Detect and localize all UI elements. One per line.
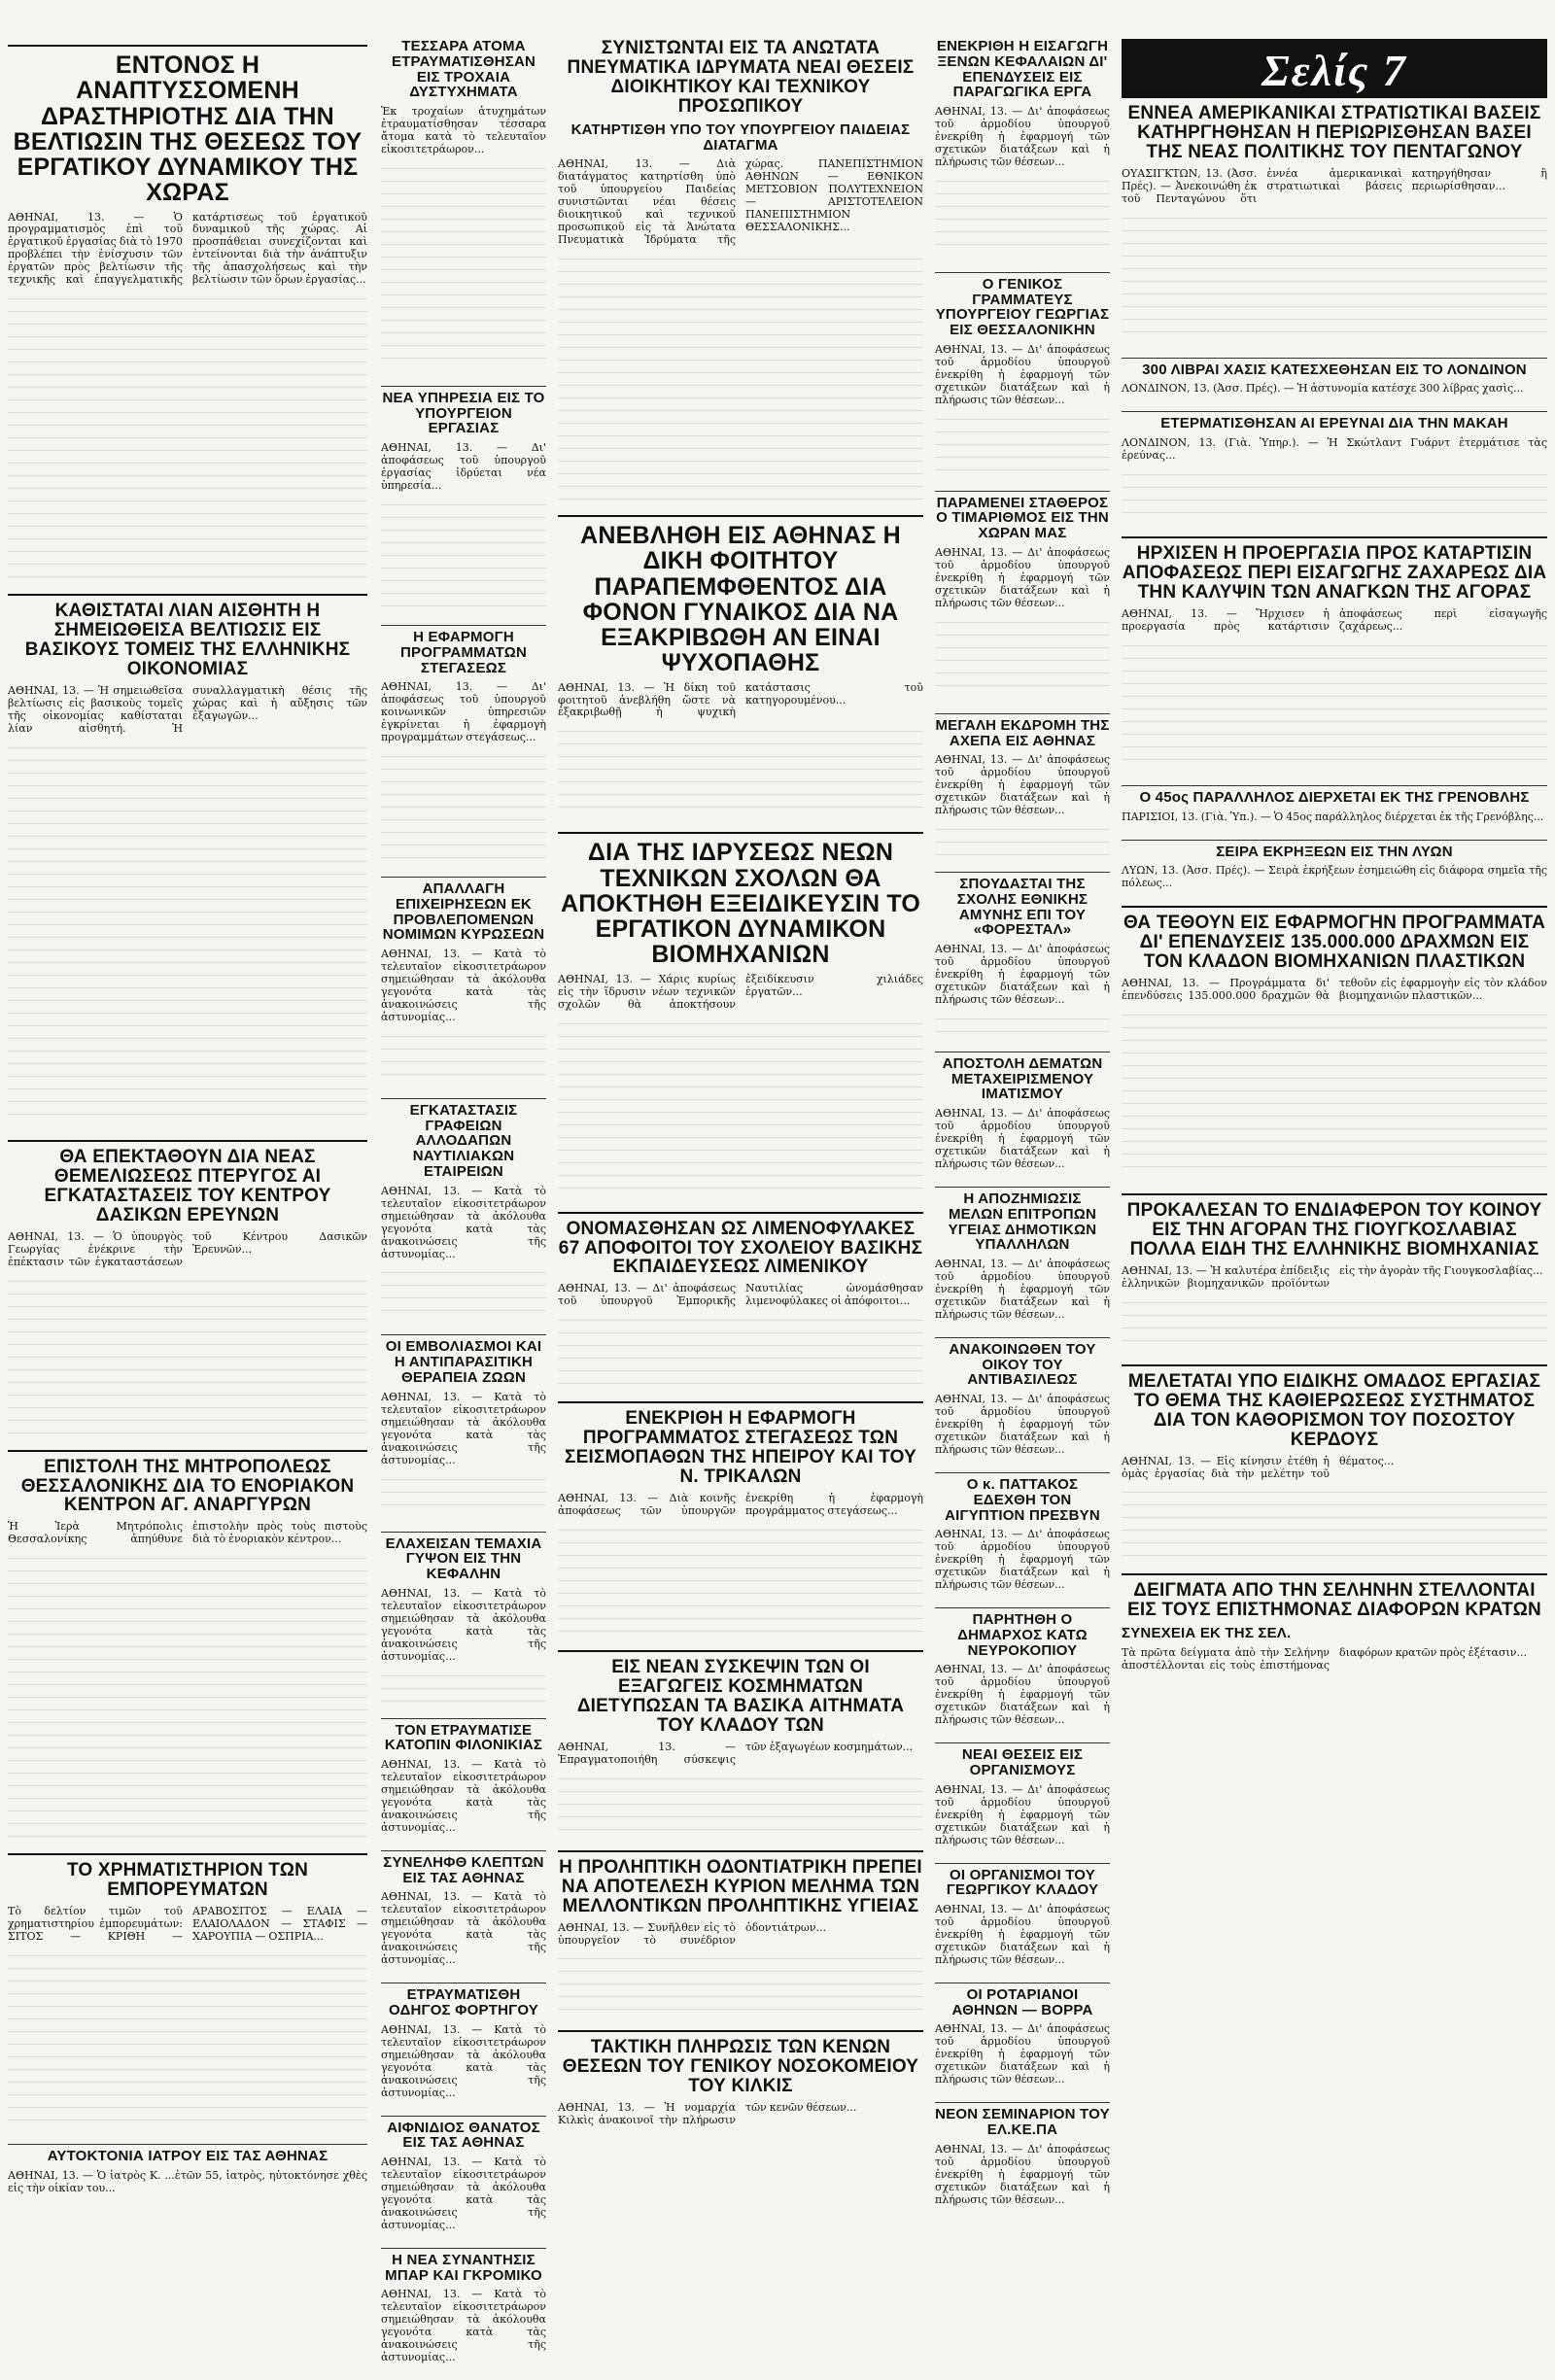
divider (381, 1850, 546, 1851)
divider (381, 1334, 546, 1335)
divider (935, 1742, 1110, 1743)
headline: ΤΕΣΣΑΡΑ ΑΤΟΜΑ ΕΤΡΑΥΜΑΤΙΣΘΗΣΑΝ ΕΙΣ ΤΡΟΧΑΙΑ ΔΥΣΤΥΧΗΜΑΤΑ (391, 38, 536, 101)
text-lines (381, 1664, 546, 1703)
headline: ΑΙΦΝΙΔΙΟΣ ΘΑΝΑΤΟΣ ΕΙΣ ΤΑΣ ΑΘΗΝΑΣ (387, 2119, 540, 2152)
headline: ΟΙ ΡΟΤΑΡΙΑΝΟΙ ΑΘΗΝΩΝ — ΒΟΡΡΑ (951, 1985, 1093, 2018)
article (935, 1742, 1110, 1846)
article-body: Ἡ Ἱερὰ Μητρόπολις Θεσσαλονίκης ἀπηύθυνε ἐπιστολὴν πρὸς τοὺς πιστοὺς διὰ τὸ ἐνοριακὸν κέντρον... (8, 1520, 367, 1546)
article-body: ΑΘΗΝΑΙ, 13. — Δι' ἀποφάσεως τοῦ ἁρμοδίου ὑπουργοῦ ἐνεκρίθη ἡ ἐφαρμογή τῶν σχετικῶν διατάξεων καὶ ἡ πλήρωσις τῶν θέσεων... (935, 105, 1110, 168)
divider (1122, 358, 1547, 359)
headline: ΕΝΕΚΡΙΘΗ Η ΕΦΑΡΜΟΓΗ ΠΡΟΓΡΑΜΜΑΤΟΣ ΣΤΕΓΑΣΕΩΣ ΤΩΝ ΣΕΙΣΜΟΠΑΘΩΝ ΤΗΣ ΗΠΕΙΡΟΥ ΚΑΙ ΤΟΥ Ν. ΤΡΙΚΑΛΩΝ (565, 1408, 916, 1488)
article-body: ΑΘΗΝΑΙ, 13. — Κατὰ τὸ τελευταῖον εἰκοσιτετράωρον σημειώθησαν τὰ ἀκόλουθα γεγονότα κατὰ τὰς ἀνακοινώσεις τῆς ἀστυνομίας... (381, 1390, 546, 1466)
headline: ΕΙΣ ΝΕΑΝ ΣΥΣΚΕΨΙΝ ΤΩΝ ΟΙ ΕΞΑΓΩΓΕΙΣ ΚΟΣΜΗΜΑΤΩΝ ΔΙΕΤΥΠΩΣΑΝ ΤΑ ΒΑΣΙΚΑ ΑΙΤΗΜΑΤΑ ΤΟΥ ΚΛΑΔΟΥ ΤΩΝ (576, 1657, 905, 1736)
article (935, 39, 1110, 257)
text-lines (8, 287, 367, 578)
article-body: ΑΘΗΝΑΙ, 13. — Ἡ καλυτέρα ἐπίδειξις ἑλληνικῶν βιομηχανικῶν προϊόντων εἰς τὴν ἀγορὰν τῆς Γιουγκοσλαβίας... (1122, 1263, 1543, 1290)
headline: ΠΑΡΗΤΗΘΗ Ο ΔΗΜΑΡΧΟΣ ΚΑΤΩ ΝΕΥΡΟΚΟΠΙΟΥ (957, 1611, 1088, 1659)
text-lines (558, 1518, 923, 1635)
subheadline: ΣΥΝΕΧΕΙΑ ΕΚ ΤΗΣ ΣΕΛ. (1122, 1625, 1292, 1642)
text-lines (1122, 1480, 1547, 1558)
article-body: ΑΘΗΝΑΙ, 13. — Δι' ἀποφάσεως τοῦ ἁρμοδίου ὑπουργοῦ ἐνεκρίθη ἡ ἐφαρμογή τῶν σχετικῶν διατάξεων καὶ ἡ πλήρωσις τῶν θέσεων... (935, 1782, 1110, 1846)
article (935, 713, 1110, 856)
article-body: ΑΘΗΝΑΙ, 13. — Κατὰ τὸ τελευταῖον εἰκοσιτετράωρον σημειώθησαν τὰ ἀκόλουθα γεγονότα κατὰ τὰς ἀνακοινώσεις τῆς ἀστυνομίας... (381, 2156, 546, 2231)
divider (935, 272, 1110, 273)
article-body: Τὸ δελτίον τιμῶν τοῦ χρηματιστηρίου ἐμπορευμάτων: ΣΙΤΟΣ — ΚΡΙΘΗ — ΑΡΑΒΟΣΙΤΟΣ — ΕΛΑΙΑ — ΕΛΑΙΟΛΑΔΟΝ — ΣΤΑΦΙΣ — ΧΑΡΟΥΠΙΑ — ΟΣΠΡΙΑ... (8, 1905, 367, 1944)
article (935, 1052, 1110, 1171)
divider (558, 1212, 923, 1214)
article-body: ΑΘΗΝΑΙ, 13. — Δι' ἀποφάσεως τοῦ ἁρμοδίου ὑπουργοῦ ἐνεκρίθη ἡ ἐφαρμογή τῶν σχετικῶν διατάξεων καὶ ἡ πλήρωσις τῶν θέσεων... (935, 2022, 1110, 2087)
column-4 (935, 39, 1110, 2223)
headline: ΜΕΛΕΤΑΤΑΙ ΥΠΟ ΕΙΔΙΚΗΣ ΟΜΑΔΟΣ ΕΡΓΑΣΙΑΣ ΤΟ ΘΕΜΑ ΤΗΣ ΚΑΘΙΕΡΩΣΕΩΣ ΣΥΣΤΗΜΑΤΟΣ ΔΙΑ ΤΟΝ ΚΑΘΟΡΙΣΜΟΝ ΤΟΥ ΠΟΣΟΣΤΟΥ ΚΕΡΔΟΥΣ (1127, 1370, 1541, 1450)
headline: ΕΝΕΚΡΙΘΗ Η ΕΙΣΑΓΩΓΗ ΞΕΝΩΝ ΚΕΦΑΛΑΙΩΝ ΔΙ' ΕΠΕΝΔΥΣΕΙΣ ΕΙΣ ΠΑΡΑΓΩΓΙΚΑ ΕΡΓΑ (936, 38, 1109, 101)
text-lines (558, 1012, 923, 1196)
headline: ΔΙΑ ΤΗΣ ΙΔΡΥΣΕΩΣ ΝΕΩΝ ΤΕΧΝΙΚΩΝ ΣΧΟΛΩΝ ΘΑ ΑΠΟΚΤΗΘΗ ΕΞΕΙΔΙΚΕΥΣΙΝ ΤΟ ΕΡΓΑΤΙΚΟΝ ΔΥΝΑΜΙΚΟΝ ΒΙΟΜΗΧΑΝΙΩΝ (560, 839, 921, 969)
divider (8, 1853, 367, 1855)
text-lines (935, 817, 1110, 856)
headline: Ο κ. ΠΑΤΤΑΚΟΣ ΕΔΕΧΘΗ ΤΟΝ ΑΙΓΥΠΤΙΟΝ ΠΡΕΣΒΥΝ (945, 1476, 1100, 1524)
article-body: ΑΘΗΝΑΙ, 13. — Κατὰ τὸ τελευταῖον εἰκοσιτετράωρον σημειώθησαν τὰ ἀκόλουθα γεγονότα κατὰ τὰς ἀνακοινώσεις τῆς ἀστυνομίας... (381, 1890, 546, 1967)
article (558, 2030, 923, 2127)
divider (935, 1472, 1110, 1473)
article (558, 515, 923, 816)
article (558, 1212, 923, 1387)
text-lines (558, 1947, 923, 2015)
article (8, 45, 367, 578)
divider (1122, 785, 1547, 786)
text-lines (8, 736, 367, 1124)
article-body: ΑΘΗΝΑΙ, 13. — Κατὰ τὸ τελευταῖον εἰκοσιτετράωρον σημειώθησαν τὰ ἀκόλουθα γεγονότα κατὰ τὰς ἀνακοινώσεις τῆς ἀστυνομίας... (381, 2022, 546, 2099)
divider (935, 1607, 1110, 1608)
article-body: ΑΘΗΝΑΙ, 13. — Δι' ἀποφάσεως τοῦ ἁρμοδίου ὑπουργοῦ ἐνεκρίθη ἡ ἐφαρμογή τῶν σχετικῶν διατάξεων καὶ ἡ πλήρωσις τῶν θέσεων... (935, 1258, 1110, 1321)
article-body: ΑΘΗΝΑΙ, 13. — Ὁ προγραμματισμὸς ἐπὶ τοῦ ἐργατικοῦ ἐργασίας διὰ τὸ 1970 προβλέπει τὴν ἐνίσχυσιν τῶν ἐργατῶν πρὸς βελτίωσιν τῆς τεχνικῆς καὶ ἐπαγγελματικῆς κατάρτισεως τοῦ ἐργατικοῦ δυναμικοῦ τῆς χώρας. Αἱ προσπάθειαι συνεχίζονται καὶ ἐντείνονται διὰ τὴν ἀνάπτυξιν τῆς ἀπασχολήσεως καὶ τὴν βελτίωσιν τῶν ὅρων ἐργασίας... (8, 210, 367, 287)
divider (8, 1450, 367, 1452)
article (381, 2248, 546, 2364)
column-1 (8, 39, 367, 2211)
article-body: ΑΘΗΝΑΙ, 13. — Διὰ κοινῆς ἀποφάσεως τῶν ὑπουργῶν ἐνεκρίθη ἡ ἐφαρμογὴ προγράμματος στεγάσεως... (558, 1492, 923, 1518)
text-lines (8, 1944, 367, 2128)
text-lines (558, 1308, 923, 1386)
headline: ΕΤΕΡΜΑΤΙΣΘΗΣΑΝ ΑΙ ΕΡΕΥΝΑΙ ΔΙΑ ΤΗΝ ΜΑΚΑΗ (1160, 415, 1508, 432)
text-lines (381, 1260, 546, 1319)
article-body: ΠΑΡΙΣΙΟΙ, 13. (Γιὰ. Ὑπ.). — Ὁ 45ος παράλληλος διέρχεται ἐκ τῆς Γρενόβλης... (1122, 810, 1544, 823)
headline: ΠΑΡΑΜΕΝΕΙ ΣΤΑΘΕΡΟΣ Ο ΤΙΜΑΡΙΘΜΟΣ ΕΙΣ ΤΗΝ ΧΩΡΑΝ ΜΑΣ (936, 494, 1109, 542)
article-body: ΑΘΗΝΑΙ, 13. — Κατὰ τὸ τελευταῖον εἰκοσιτετράωρον σημειώθησαν τὰ ἀκόλουθα γεγονότα κατὰ τὰς ἀνακοινώσεις τῆς ἀστυνομίας... (381, 1758, 546, 1834)
headline: ΕΛΑΧΕΙΣΑΝ ΤΕΜΑΧΙΑ ΓΥΨΟΝ ΕΙΣ ΤΗΝ ΚΕΦΑΛΗΝ (385, 1535, 542, 1583)
article-body: ΑΘΗΝΑΙ, 13. — Εἰς κίνησιν ἐτέθη ἡ ὁμὰς ἐργασίας διὰ τὴν μελέτην τοῦ θέματος... (1122, 1454, 1395, 1480)
divider (935, 2102, 1110, 2103)
divider (1122, 536, 1547, 538)
headline: ΝΕΑΙ ΘΕΣΕΙΣ ΕΙΣ ΟΡΓΑΝΙΣΜΟΥΣ (961, 1746, 1084, 1778)
article-body: ΑΘΗΝΑΙ, 13. — Δι' ἀποφάσεως τοῦ ἁρμοδίου ὑπουργοῦ ἐνεκρίθη ἡ ἐφαρμογή τῶν σχετικῶν διατάξεων καὶ ἡ πλήρωσις τῶν θέσεων... (935, 1903, 1110, 1966)
headline: ΤΟ ΧΡΗΜΑΤΙΣΤΗΡΙΟΝ ΤΩΝ ΕΜΠΟΡΕΥΜΑΤΩΝ (66, 1860, 309, 1901)
article (558, 1850, 923, 2016)
article-body: ΑΘΗΝΑΙ, 13. — Δι' ἀποφάσεως τοῦ ὑπουργοῦ ἐργασίας ἱδρύεται νέα ὑπηρεσία... (381, 441, 546, 493)
headline: Η ΠΡΟΛΗΠΤΙΚΗ ΟΔΟΝΤΙΑΤΡΙΚΗ ΠΡΕΠΕΙ ΝΑ ΑΠΟΤΕΛΕΣΗ ΚΥΡΙΟΝ ΜΕΛΗΜΑ ΤΩΝ ΜΕΛΛΟΝΤΙΚΩΝ ΠΡΟΛΗΠΤΙΚΗΣ ΥΓΙΕΙΑΣ (559, 1856, 922, 1916)
article-body: ΑΘΗΝΑΙ, 13. — Δι' ἀποφάσεως τοῦ ἁρμοδίου ὑπουργοῦ ἐνεκρίθη ἡ ἐφαρμογή τῶν σχετικῶν διατάξεων καὶ ἡ πλήρωσις τῶν θέσεων... (935, 545, 1110, 609)
divider (935, 1863, 1110, 1864)
divider (558, 1401, 923, 1403)
article-body: ΑΘΗΝΑΙ, 13. — Διὰ διατάγματος κατηρτίσθη ὑπὸ τοῦ ὑπουργείου Παιδείας συνιστῶνται νέαι θέσεις διοικητικοῦ καὶ τεχνικοῦ προσωπικοῦ εἰς τὰ Ἀνώτατα Πνευματικὰ Ἱδρύματα τῆς χώρας. ΠΑΝΕΠΙΣΤΗΜΙΟΝ ΑΘΗΝΩΝ — ΕΘΝΙΚΟΝ ΜΕΤΣΟΒΙΟΝ ΠΟΛΥΤΕΧΝΕΙΟΝ — ΑΡΙΣΤΟΤΕΛΕΙΟΝ ΠΑΝΕΠΙΣΤΗΜΙΟΝ ΘΕΣΣΑΛΟΝΙΚΗΣ... (558, 157, 923, 247)
article (1122, 906, 1547, 1178)
article (558, 39, 923, 500)
headline: ΑΝΕΒΛΗΘΗ ΕΙΣ ΑΘΗΝΑΣ Η ΔΙΚΗ ΦΟΙΤΗΤΟΥ ΠΑΡΑΠΕΜΦΘΕΝΤΟΣ ΔΙΑ ΦΟΝΟΝ ΓΥΝΑΙΚΟΣ ΔΙΑ ΝΑ ΕΞΑΚΡΙΒΩΘΗ ΑΝ ΕΙΝΑΙ ΨΥΧΟΠΑΘΗΣ (580, 522, 901, 677)
divider (558, 1850, 923, 1852)
headline: ΑΠΟΣΤΟΛΗ ΔΕΜΑΤΩΝ ΜΕΤΑΧΕΙΡΙΣΜΕΝΟΥ ΙΜΑΤΙΣΜΟΥ (942, 1054, 1103, 1103)
headline: ΠΡΟΚΑΛΕΣΑΝ ΤΟ ΕΝΔΙΑΦΕΡΟΝ ΤΟΥ ΚΟΙΝΟΥ ΕΙΣ ΤΗΝ ΑΓΟΡΑΝ ΤΗΣ ΓΙΟΥΓΚΟΣΛΑΒΙΑΣ ΠΟΛΛΑ ΕΙΔΗ ΤΗΣ ΕΛΛΗΝΙΚΗΣ ΒΙΟΜΗΧΑΝΙΑΣ (1126, 1200, 1542, 1259)
page-number-logo: Σελίς 7 (1122, 39, 1547, 98)
text-lines (1122, 1291, 1547, 1349)
headline: ΘΑ ΤΕΘΟΥΝ ΕΙΣ ΕΦΑΡΜΟΓΗΝ ΠΡΟΓΡΑΜΜΑΤΑ ΔΙ' ΕΠΕΝΔΥΣΕΙΣ 135.000.000 ΔΡΑΧΜΩΝ ΕΙΣ ΤΟΝ ΚΛΑΔΟΝ ΒΙΟΜΗΧΑΝΙΩΝ ΠΛΑΣΤΙΚΩΝ (1123, 913, 1546, 973)
subheadline: ΚΑΤΗΡΤΙΣΘΗ ΥΠΟ ΤΟΥ ΥΠΟΥΡΓΕΙΟΥ ΠΑΙΔΕΙΑΣ ΔΙΑΤΑΓΜΑ (570, 121, 911, 154)
text-lines (935, 407, 1110, 475)
divider (381, 1718, 546, 1719)
article-body: ΛΟΝΔΙΝΟΝ, 13. (Γιὰ. Ὑπηρ.). — Ἡ Σκώτλαντ Γυάρντ ἐτερμάτισε τὰς ἐρεύνας... (1122, 436, 1547, 463)
article-body: ΑΘΗΝΑΙ, 13. — Δι' ἀποφάσεως τοῦ ἁρμοδίου ὑπουργοῦ ἐνεκρίθη ἡ ἐφαρμογή τῶν σχετικῶν διατάξεων καὶ ἡ πλήρωσις τῶν θέσεων... (935, 1107, 1110, 1171)
text-lines (8, 1546, 367, 1838)
article (381, 1983, 546, 2099)
headline: ΣΥΝΕΛΗΦΘ ΚΛΕΠΤΩΝ ΕΙΣ ΤΑΣ ΑΘΗΝΑΣ (383, 1853, 544, 1886)
headline: ΝΕΑ ΥΠΗΡΕΣΙΑ ΕΙΣ ΤΟ ΥΠΟΥΡΓΕΙΟΝ ΕΡΓΑΣΙΑΣ (382, 389, 545, 437)
divider (935, 1337, 1110, 1338)
article-body: ΑΘΗΝΑΙ, 13. — Κατὰ τὸ τελευταῖον εἰκοσιτετράωρον σημειώθησαν τὰ ἀκόλουθα γεγονότα κατὰ τὰς ἀνακοινώσεις τῆς ἀστυνομίας... (381, 1184, 546, 1260)
divider (381, 2248, 546, 2249)
headline: ΕΤΡΑΥΜΑΤΙΣΘΗ ΟΔΗΓΟΣ ΦΟΡΤΗΓΟΥ (389, 1986, 538, 2018)
divider (558, 515, 923, 517)
article-body: Τὰ πρῶτα δείγματα ἀπὸ τὴν Σελήνην ἀποστέλλονται εἰς τοὺς ἐπιστήμονας διαφόρων κρατῶν πρὸς ἐξέτασιν... (1122, 1646, 1527, 1673)
article (935, 1337, 1110, 1457)
article (935, 872, 1110, 1036)
article-body: ΑΘΗΝΑΙ, 13. — Ἐπραγματοποιήθη σύσκεψις τῶν ἐξαγωγέων κοσμημάτων... (558, 1740, 914, 1766)
article (1122, 785, 1547, 824)
headline: ΕΝΤΟΝΟΣ Η ΑΝΑΠΤΥΣΣΟΜΕΝΗ ΔΡΑΣΤΗΡΙΟΤΗΣ ΔΙΑ ΤΗΝ ΒΕΛΤΙΩΣΙΝ ΤΗΣ ΘΕΣΕΩΣ ΤΟΥ ΕΡΓΑΤΙΚΟΥ ΔΥΝΑΜΙΚΟΥ ΤΗΣ ΧΩΡΑΣ (13, 52, 363, 207)
divider (935, 872, 1110, 873)
divider (1122, 906, 1547, 908)
divider (381, 386, 546, 387)
headline: Η ΕΦΑΡΜΟΓΗ ΠΡΟΓΡΑΜΜΑΤΩΝ ΣΤΕΓΑΣΕΩΣ (400, 629, 527, 676)
text-lines (935, 169, 1110, 257)
text-lines (1122, 1003, 1547, 1178)
article (1122, 104, 1547, 342)
article (8, 594, 367, 1124)
headline: ΟΙ ΟΡΓΑΝΙΣΜΟΙ ΤΟΥ ΓΕΩΡΓΙΚΟΥ ΚΛΑΔΟΥ (946, 1866, 1099, 1899)
article (935, 1863, 1110, 1967)
article-body: ΑΘΗΝΑΙ, 13. — Ἡ δίκη τοῦ φοιτητοῦ ἀνεβλήθη ὥστε νὰ ἐξακριβωθῇ ἡ ψυχικὴ κατάστασις τοῦ κατηγορουμένου... (558, 680, 923, 719)
article-body: ΑΘΗΝΑΙ, 13. — Δι' ἀποφάσεως τοῦ ἁρμοδίου ὑπουργοῦ ἐνεκρίθη ἡ ἐφαρμογή τῶν σχετικῶν διατάξεων καὶ ἡ πλήρωσις τῶν θέσεων... (935, 342, 1110, 406)
headline: ΟΙ ΕΜΒΟΛΙΑΣΜΟΙ ΚΑΙ Η ΑΝΤΙΠΑΡΑΣΙΤΙΚΗ ΘΕΡΑΠΕΙΑ ΖΩΩΝ (385, 1338, 542, 1386)
headline: ΝΕΟΝ ΣΕΜΙΝΑΡΙΟΝ ΤΟΥ ΕΛ.ΚΕ.ΠΑ (935, 2106, 1110, 2138)
headline: ΕΝΝΕΑ ΑΜΕΡΙΚΑΝΙΚΑΙ ΣΤΡΑΤΙΩΤΙΚΑΙ ΒΑΣΕΙΣ ΚΑΤΗΡΓΗΘΗΣΑΝ Η ΠΕΡΙΩΡΙΣΘΗΣΑΝ ΒΑΣΕΙ ΤΗΣ ΝΕΑΣ ΠΟΛΙΤΙΚΗΣ ΤΟΥ ΠΕΝΤΑΓΩΝΟΥ (1127, 103, 1541, 162)
headline: ΑΥΤΟΚΤΟΝΙΑ ΙΑΤΡΟΥ ΕΙΣ ΤΑΣ ΑΘΗΝΑΣ (47, 2148, 328, 2165)
article-body: ΑΘΗΝΑΙ, 13. — Δι' ἀποφάσεως τοῦ ἁρμοδίου ὑπουργοῦ ἐνεκρίθη ἡ ἐφαρμογή τῶν σχετικῶν διατάξεων καὶ ἡ πλήρωσις τῶν θέσεων... (935, 1528, 1110, 1592)
text-lines (935, 1007, 1110, 1036)
article (381, 2116, 546, 2232)
article-body: ΑΘΗΝΑΙ, 13. — Δι' ἀποφάσεως τοῦ ὑπουργοῦ Ἐμπορικῆς Ναυτιλίας ὠνομάσθησαν λιμενοφύλακες οἱ ἀπόφοιτοι... (558, 1282, 923, 1308)
headline: ΣΠΟΥΔΑΣΤΑΙ ΤΗΣ ΣΧΟΛΗΣ ΕΘΝΙΚΗΣ ΑΜΥΝΗΣ ΕΠΙ ΤΟΥ «ΦΟΡΕΣΤΑΛ» (956, 876, 1088, 939)
text-lines (558, 1767, 923, 1835)
headline: ΣΕΙΡΑ ΕΚΡΗΞΕΩΝ ΕΙΣ ΤΗΝ ΛΥΩΝ (1216, 843, 1453, 860)
divider (558, 2030, 923, 2032)
text-lines (558, 719, 923, 816)
article-body: ΑΘΗΝΑΙ, 13. — Ὁ ἰατρὸς Κ. ...ἐτῶν 55, ἰατρὸς, ηὐτοκτόνησε χθὲς εἰς τὴν οἰκίαν του... (8, 2168, 367, 2194)
headline: ΕΓΚΑΤΑΣΤΑΣΙΣ ΓΡΑΦΕΙΩΝ ΑΛΛΟΔΑΠΩΝ ΝΑΥΤΙΛΙΑΚΩΝ ΕΤΑΙΡΕΙΩΝ (409, 1101, 518, 1180)
article (8, 1140, 367, 1434)
article-body: ΑΘΗΝΑΙ, 13. — Ὁ ὑπουργὸς Γεωργίας ἐνέκρινε τὴν ἐπέκτασιν τῶν ἐγκαταστάσεων τοῦ Κέντρου Δασικῶν Ἐρευνῶν... (8, 1229, 367, 1268)
divider (1122, 411, 1547, 412)
article (1122, 536, 1547, 770)
text-lines (8, 1269, 367, 1434)
text-lines (381, 493, 546, 609)
article-body: ΟΥΑΣΙΓΚΤΩΝ, 13. (Ἀσσ. Πρές). — Ἀνεκοινώθη ἐκ τοῦ Πενταγώνου ὅτι ἐννέα ἀμερικανικαὶ στρατιωτικαὶ βάσεις κατηργήθησαν ἢ περιωρίσθησαν... (1122, 166, 1547, 205)
article (935, 1187, 1110, 1322)
article-body: Ἐκ τροχαίων ἀτυχημάτων ἐτραυματίσθησαν τέσσαρα ἄτομα κατὰ τὸ τελευταῖον εἰκοσιτετράωρον... (381, 105, 546, 155)
headline: ΑΝΑΚΟΙΝΩΘΕΝ ΤΟΥ ΟΙΚΟΥ ΤΟΥ ΑΝΤΙΒΑΣΙΛΕΩΣ (949, 1340, 1096, 1389)
headline: Η ΝΕΑ ΣΥΝΑΝΤΗΣΙΣ ΜΠΑΡ ΚΑΙ ΓΚΡΟΜΙΚΟ (385, 2251, 542, 2284)
article-body: ΑΘΗΝΑΙ, 13. — Ἤρχισεν ἡ προεργασία πρὸς κατάρτισιν ἀποφάσεως περὶ εἰσαγωγῆς ζαχάρεως... (1122, 606, 1547, 633)
divider (381, 1098, 546, 1099)
article (935, 1472, 1110, 1592)
article (8, 2144, 367, 2195)
article-body: ΑΘΗΝΑΙ, 13. — Προγράμματα δι' ἐπενδύσεις 135.000.000 δραχμῶν θὰ τεθοῦν εἰς ἐφαρμογὴν εἰς τὸν κλάδον βιομηχανιῶν πλαστικῶν... (1122, 977, 1547, 1003)
column-5 (1122, 39, 1547, 1688)
text-lines (558, 247, 923, 500)
divider (8, 1140, 367, 1142)
article (381, 1532, 546, 1703)
headline: ΔΕΙΓΜΑΤΑ ΑΠΟ ΤΗΝ ΣΕΛΗΝΗΝ ΣΤΕΛΛΟΝΤΑΙ ΕΙΣ ΤΟΥΣ ΕΠΙΣΤΗΜΟΝΑΣ ΔΙΑΦΟΡΩΝ ΚΡΑΤΩΝ (1127, 1580, 1541, 1621)
article (381, 1098, 546, 1320)
article (8, 1450, 367, 1839)
article (1122, 411, 1547, 521)
column-3 (558, 39, 923, 2143)
article-body: ΑΘΗΝΑΙ, 13. — Συνῆλθεν εἰς τὸ ὑπουργεῖον τὸ συνέδριον ὀδοντιάτρων... (558, 1920, 827, 1947)
text-lines (381, 1467, 546, 1516)
headline: ΕΠΙΣΤΟΛΗ ΤΗΣ ΜΗΤΡΟΠΟΛΕΩΣ ΘΕΣΣΑΛΟΝΙΚΗΣ ΔΙΑ ΤΟ ΕΝΟΡΙΑΚΟΝ ΚΕΝΤΡΟΝ ΑΓ. ΑΝΑΡΓΥΡΩΝ (20, 1456, 355, 1516)
headline: Ο 45ος ΠΑΡΑΛΛΗΛΟΣ ΔΙΕΡΧΕΤΑΙ ΕΚ ΤΗΣ ΓΡΕΝΟΒΛΗΣ (1139, 788, 1530, 806)
text-lines (1122, 634, 1547, 770)
text-lines (381, 744, 546, 861)
text-lines (1122, 463, 1547, 521)
divider (935, 713, 1110, 714)
divider (935, 1187, 1110, 1188)
column-2 (381, 39, 546, 2380)
article-body: ΑΘΗΝΑΙ, 13. — Κατὰ τὸ τελευταῖον εἰκοσιτετράωρον σημειώθησαν τὰ ἀκόλουθα γεγονότα κατὰ τὰς ἀνακοινώσεις τῆς ἀστυνομίας... (381, 948, 546, 1023)
divider (8, 2144, 367, 2145)
article (381, 1718, 546, 1835)
divider (1122, 840, 1547, 841)
article (935, 272, 1110, 475)
headline: ΤΑΚΤΙΚΗ ΠΛΗΡΩΣΙΣ ΤΩΝ ΚΕΝΩΝ ΘΕΣΕΩΝ ΤΟΥ ΓΕΝΙΚΟΥ ΝΟΣΟΚΟΜΕΙΟΥ ΤΟΥ ΚΙΛΚΙΣ (562, 2037, 919, 2097)
divider (381, 1532, 546, 1533)
article-body: ΑΘΗΝΑΙ, 13. — Δι' ἀποφάσεως τοῦ ὑπουργοῦ κοινωνικῶν ὑπηρεσιῶν ἐγκρίνεται ἡ ἐφαρμογὴ προγραμμάτων στεγάσεως... (381, 680, 546, 744)
article-body: ΑΘΗΝΑΙ, 13. — Κατὰ τὸ τελευταῖον εἰκοσιτετράωρον σημειώθησαν τὰ ἀκόλουθα γεγονότα κατὰ τὰς ἀνακοινώσεις τῆς ἀστυνομίας... (381, 2288, 546, 2364)
divider (8, 594, 367, 596)
text-lines (1122, 206, 1547, 342)
article-body: ΛΟΝΔΙΝΟΝ, 13. (Ἀσσ. Πρές). — Ἡ ἀστυνομία κατέσχε 300 λίβρας χασὶς... (1122, 382, 1524, 396)
article (558, 1401, 923, 1635)
divider (558, 832, 923, 834)
headline: ΚΑΘΙΣΤΑΤΑΙ ΛΙΑΝ ΑΙΣΘΗΤΗ Η ΣΗΜΕΙΩΘΕΙΣΑ ΒΕΛΤΙΩΣΙΣ ΕΙΣ ΒΑΣΙΚΟΥΣ ΤΟΜΕΙΣ ΤΗΣ ΕΛΛΗΝΙΚΗΣ ΟΙΚΟΝΟΜΙΑΣ (24, 601, 351, 680)
divider (8, 45, 367, 47)
article (381, 1334, 546, 1515)
article-body: ΑΘΗΝΑΙ, 13. — Κατὰ τὸ τελευταῖον εἰκοσιτετράωρον σημειώθησαν τὰ ἀκόλουθα γεγονότα κατὰ τὰς ἀνακοινώσεις τῆς ἀστυνομίας... (381, 1586, 546, 1663)
article (381, 386, 546, 609)
headline: ΘΑ ΕΠΕΚΤΑΘΟΥΝ ΔΙΑ ΝΕΑΣ ΘΕΜΕΛΙΩΣΕΩΣ ΠΤΕΡΥΓΟΣ ΑΙ ΕΓΚΑΤΑΣΤΑΣΕΙΣ ΤΟΥ ΚΕΝΤΡΟΥ ΔΑΣΙΚΩΝ ΕΡΕΥΝΩΝ (44, 1146, 331, 1225)
article (1122, 358, 1547, 397)
article-body: ΑΘΗΝΑΙ, 13. — Δι' ἀποφάσεως τοῦ ἁρμοδίου ὑπουργοῦ ἐνεκρίθη ἡ ἐφαρμογή τῶν σχετικῶν διατάξεων καὶ ἡ πλήρωσις τῶν θέσεων... (935, 2142, 1110, 2206)
text-lines (381, 1024, 546, 1083)
headline: ΤΟΝ ΕΤΡΑΥΜΑΤΙΣΕ ΚΑΤΟΠΙΝ ΦΙΛΟΝΙΚΙΑΣ (384, 1721, 543, 1754)
headline: ΗΡΧΙΣΕΝ Η ΠΡΟΕΡΓΑΣΙΑ ΠΡΟΣ ΚΑΤΑΡΤΙΣΙΝ ΑΠΟΦΑΣΕΩΣ ΠΕΡΙ ΕΙΣΑΓΩΓΗΣ ΖΑΧΑΡΕΩΣ ΔΙΑ ΤΗΝ ΚΑΛΥΨΙΝ ΤΩΝ ΑΝΑΓΚΩΝ ΤΗΣ ΑΓΟΡΑΣ (1122, 543, 1547, 603)
article (935, 1983, 1110, 2087)
headline: ΟΝΟΜΑΣΘΗΣΑΝ ΩΣ ΛΙΜΕΝΟΦΥΛΑΚΕΣ 67 ΑΠΟΦΟΙΤΟΙ ΤΟΥ ΣΧΟΛΕΙΟΥ ΒΑΣΙΚΗΣ ΕΚΠΑΙΔΕΥΣΕΩΣ ΛΙΜΕΝΙΚΟΥ (558, 1218, 923, 1278)
article (935, 1607, 1110, 1727)
divider (1122, 1364, 1547, 1366)
text-lines (381, 156, 546, 370)
divider (935, 491, 1110, 492)
divider (381, 877, 546, 878)
article (381, 877, 546, 1083)
article (558, 1650, 923, 1835)
article (935, 2102, 1110, 2206)
article (1122, 1364, 1547, 1559)
article (1122, 840, 1547, 891)
article-body: ΑΘΗΝΑΙ, 13. — Δι' ἀποφάσεως τοῦ ἁρμοδίου ὑπουργοῦ ἐνεκρίθη ἡ ἐφαρμογή τῶν σχετικῶν διατάξεων καὶ ἡ πλήρωσις τῶν θέσεων... (935, 943, 1110, 1006)
article-body: ΑΘΗΝΑΙ, 13. — Δι' ἀποφάσεως τοῦ ἁρμοδίου ὑπουργοῦ ἐνεκρίθη ἡ ἐφαρμογή τῶν σχετικῶν διατάξεων καὶ ἡ πλήρωσις τῶν θέσεων... (935, 1393, 1110, 1457)
headline: ΑΠΑΛΛΑΓΗ ΕΠΙΧΕΙΡΗΣΕΩΝ ΕΚ ΠΡΟΒΛΕΠΟΜΕΝΩΝ ΝΟΜΙΜΩΝ ΚΥΡΩΣΕΩΝ (382, 880, 545, 944)
article (381, 625, 546, 861)
text-lines (935, 610, 1110, 698)
headline: 300 ΛΙΒΡΑΙ ΧΑΣΙΣ ΚΑΤΕΣΧΕΘΗΣΑΝ ΕΙΣ ΤΟ ΛΟΝΔΙΝΟΝ (1142, 361, 1527, 378)
article-body: ΛΥΩΝ, 13. (Ἀσσ. Πρές). — Σειρὰ ἐκρήξεων ἐσημειώθη εἰς διάφορα σημεῖα τῆς πόλεως... (1122, 864, 1547, 890)
headline: Ο ΓΕΝΙΚΟΣ ΓΡΑΜΜΑΤΕΥΣ ΥΠΟΥΡΓΕΙΟΥ ΓΕΩΡΓΙΑΣ ΕΙΣ ΘΕΣΣΑΛΟΝΙΚΗΝ (935, 275, 1110, 339)
article-body: ΑΘΗΝΑΙ, 13. — Ἡ σημειωθεῖσα βελτίωσις εἰς βασικοὺς τομεῖς τῆς οἰκονομίας καθίσταται λίαν αἰσθητή. Ἡ συναλλαγματικὴ θέσις τῆς χώρας καὶ ἡ αὔξησις τῶν ἐξαγωγῶν... (8, 684, 367, 735)
article (935, 491, 1110, 698)
article-body: ΑΘΗΝΑΙ, 13. — Δι' ἀποφάσεως τοῦ ἁρμοδίου ὑπουργοῦ ἐνεκρίθη ἡ ἐφαρμογή τῶν σχετικῶν διατάξεων καὶ ἡ πλήρωσις τῶν θέσεων... (935, 1663, 1110, 1727)
headline: ΜΕΓΑΛΗ ΕΚΔΡΟΜΗ ΤΗΣ ΑΧΕΠΑ ΕΙΣ ΑΘΗΝΑΣ (935, 716, 1110, 749)
divider (558, 1650, 923, 1652)
article (381, 39, 546, 370)
article (381, 1850, 546, 1967)
article-body: ΑΘΗΝΑΙ, 13. — Χάρις κυρίως εἰς τὴν ἵδρυσιν νέων τεχνικῶν σχολῶν θὰ ἀποκτήσουν ἐξειδίκευσιν χιλιάδες ἐργατῶν... (558, 972, 923, 1011)
headline: Η ΑΠΟΖΗΜΙΩΣΙΣ ΜΕΛΩΝ ΕΠΙΤΡΟΠΩΝ ΥΓΕΙΑΣ ΔΗΜΟΤΙΚΩΝ ΥΠΑΛΛΗΛΩΝ (948, 1190, 1097, 1254)
article-body: ΑΘΗΝΑΙ, 13. — Δι' ἀποφάσεως τοῦ ἁρμοδίου ὑπουργοῦ ἐνεκρίθη ἡ ἐφαρμογή τῶν σχετικῶν διατάξεων καὶ ἡ πλήρωσις τῶν θέσεων... (935, 753, 1110, 817)
divider (381, 2116, 546, 2117)
divider (1122, 1573, 1547, 1575)
article (1122, 1193, 1547, 1349)
article (8, 1853, 367, 2128)
article (1122, 1573, 1547, 1673)
divider (381, 625, 546, 626)
divider (1122, 1193, 1547, 1195)
headline: ΣΥΝΙΣΤΩΝΤΑΙ ΕΙΣ ΤΑ ΑΝΩΤΑΤΑ ΠΝΕΥΜΑΤΙΚΑ ΙΔΡΥΜΑΤΑ ΝΕΑΙ ΘΕΣΕΙΣ ΔΙΟΙΚΗΤΙΚΟΥ ΚΑΙ ΤΕΧΝΙΚΟΥ ΠΡΟΣΩΠΙΚΟΥ (567, 38, 915, 117)
article (558, 832, 923, 1195)
article-body: ΑΘΗΝΑΙ, 13. — Ἡ νομαρχία Κιλκὶς ἀνακοινοῖ τὴν πλήρωσιν τῶν κενῶν θέσεων... (558, 2101, 857, 2127)
